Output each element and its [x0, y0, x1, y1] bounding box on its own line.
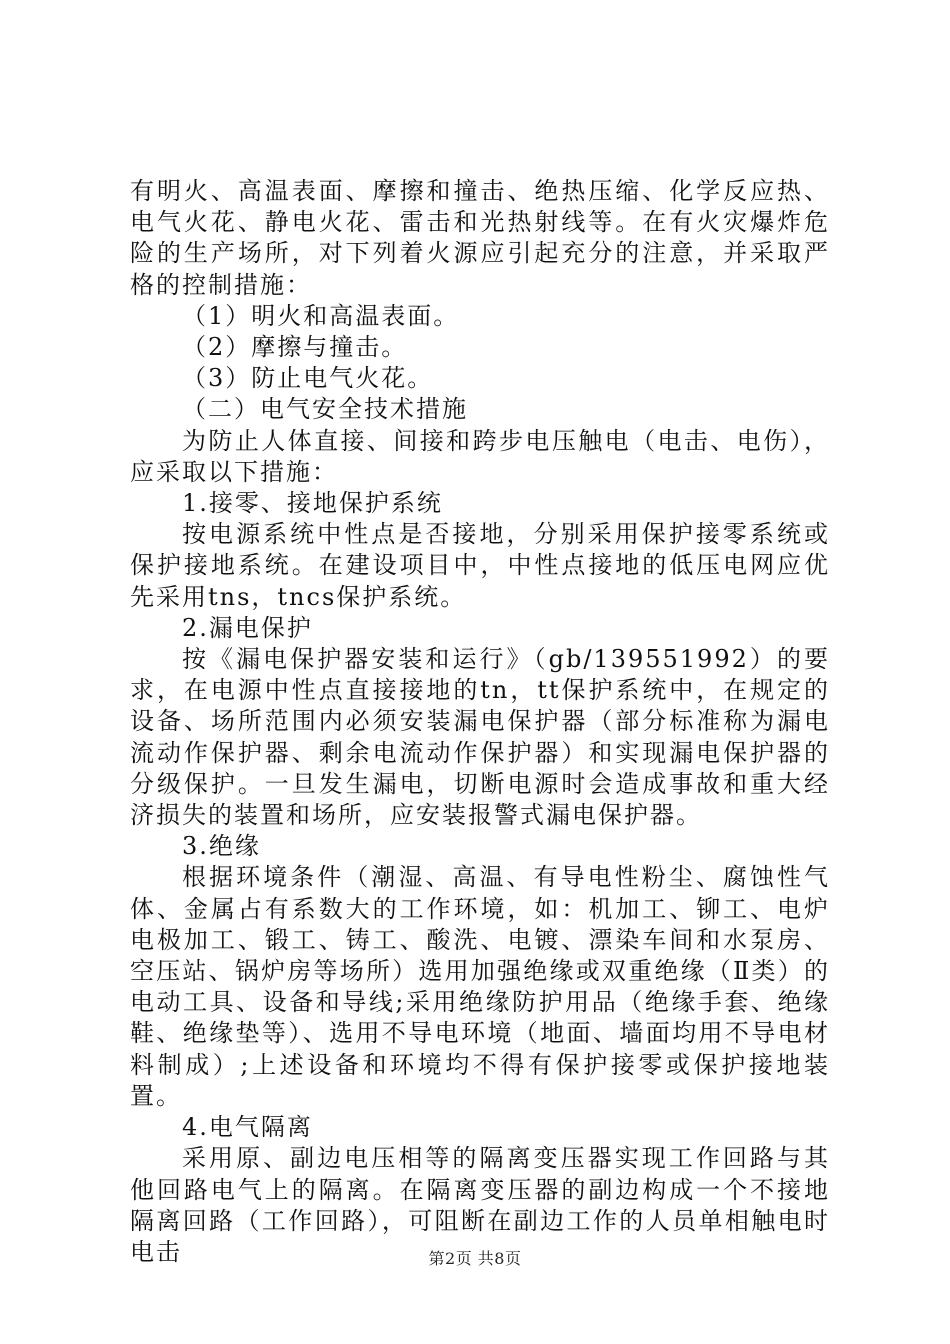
- paragraph: （3）防止电气火花。: [182, 364, 434, 393]
- paragraph: 为防止人体直接、间接和跨步电压触电（电击、电伤），应采取以下措施：: [130, 426, 830, 486]
- paragraph: 按电源系统中性点是否接地，分别采用保护接零系统或保护接地系统。在建设项目中，中性点接地的低压电网应优先采用tns，tncs保护系统。: [130, 520, 830, 611]
- body-text: [130, 176, 830, 1268]
- paragraph: 按《漏电保护器安装和运行》（gb/139551992）的要求，在电源中性点直接接地的tn，tt保护系统中，在规定的设备、场所范围内必须安装漏电保护器（部分标准称为漏电流动作保护器、剩余电流动作保护器）和实现漏电保护器的分级保护。一旦发生漏电，切断电源时会造成事故和重大经济损失的装置和场所，应安装报警式漏电保护器。: [130, 645, 830, 830]
- subsection-heading: 3.绝缘: [182, 832, 261, 861]
- section-heading: （二）电气安全技术措施: [182, 395, 468, 424]
- subsection-heading: 4.电气隔离: [182, 1113, 313, 1142]
- paragraph: 有明火、高温表面、摩擦和撞击、绝热压缩、化学反应热、电气火花、静电火花、雷击和光热射线等。在有火灾爆炸危险的生产场所，对下列着火源应引起充分的注意，并采取严格的控制措施：: [130, 177, 830, 299]
- subsection-heading: 2.漏电保护: [182, 613, 313, 642]
- subsection-heading: 1.接零、接地保护系统: [182, 489, 443, 518]
- paragraph: 根据环境条件（潮湿、高温、有导电性粉尘、腐蚀性气体、金属占有系数大的工作环境，如：机加工、铆工、电炉电极加工、锻工、铸工、酸洗、电镀、漂染车间和水泵房、空压站、锅炉房等场所）选用加强绝缘或双重绝缘（Ⅱ类）的电动工具、设备和导线;采用绝缘防护用品（绝缘手套、绝缘鞋、绝缘垫等）、选用不导电环境（地面、墙面均用不导电材料制成）;上述设备和环境均不得有保护接零或保护接地装置。: [130, 863, 830, 1110]
- paragraph: （2）摩擦与撞击。: [182, 333, 408, 362]
- page-footer: 第2页 共8页: [428, 1249, 522, 1268]
- paragraph: 采用原、副边电压相等的隔离变压器实现工作回路与其他回路电气上的隔离。在隔离变压器的副边构成一个不接地隔离回路（工作回路），可阻断在副边工作的人员单相触电时电击: [130, 1144, 830, 1266]
- paragraph: （1）明火和高温表面。: [182, 301, 460, 330]
